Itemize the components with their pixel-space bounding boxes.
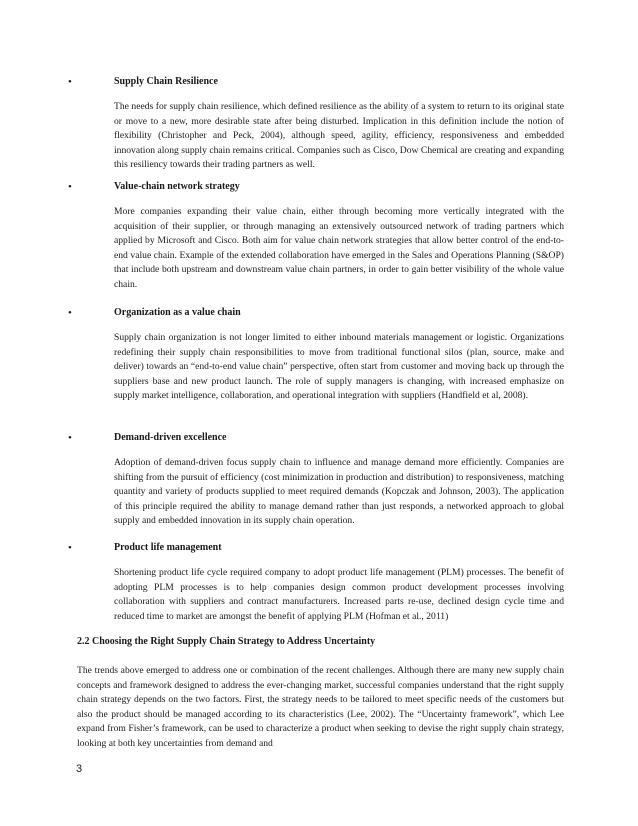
bullet-heading: Product life management (114, 542, 222, 553)
bullet-demand-driven-excellence (68, 431, 564, 527)
bullet-paragraph: Shortening product life cycle required company to adopt product life management (PLM) processes. The benefit of adopting PLM processes is to help companies design common product development processes involving collaboration with suppliers and contract manufacturers. Increased parts re-use, declined design cycle time and reduced time to market are amongst the benefit of applying PLM (Hofman et al., 2011) (114, 567, 564, 622)
bullet-heading: Supply Chain Resilience (114, 76, 218, 87)
bullet-marker: • (68, 542, 72, 554)
bullet-marker: • (68, 307, 72, 319)
bullet-value-chain-network-strategy (68, 180, 564, 290)
bullet-marker: • (68, 181, 72, 193)
bullet-paragraph: More companies expanding their value chain, either through becoming more vertically integrated with the acquisition of their supplier, or through managing an extensively outsourced network of trading partners which applied by Microsoft and Cisco. Both aim for value chain network strategies that allow better control of the end-to-end value chain. Example of the extended collaboration have emerged in the Sales and Operations Planning (S&OP) that include both upstream and downstream value chain partners, in order to gain better visibility of the whole value chain. (114, 206, 564, 290)
section-heading: 2.2 Choosing the Right Supply Chain Strategy to Address Uncertainty (77, 636, 376, 647)
bullet-heading: Organization as a value chain (114, 307, 241, 318)
bullet-paragraph: Supply chain organization is not longer limited to either inbound materials management or logistic. Organizations redefining their supply chain responsibilities to move from traditional functional silos (plan, source, make and deliver) towards an “end-to-end value chain” perspective, often start from customer and moving back up through the suppliers base and new product launch. The role of supply managers is changing, with increased emphasize on supply market intelligence, collaboration, and operational integration with suppliers (Handfield et al, 2008). (114, 332, 564, 402)
bullet-heading: Value-chain network strategy (114, 181, 240, 192)
bullet-paragraph: The needs for supply chain resilience, which defined resilience as the ability of a system to return to its original state or move to a new, more desirable state after being disturbed. Implication in this definition include the notion of flexibility (Christopher and Peck, 2004), although speed, agility, efficiency, responsiveness and embedded innovation along supply chain remains critical. Companies such as Cisco, Dow Chemical are creating and expanding this resiliency towards their trading partners as well. (114, 101, 564, 171)
bullet-organization-as-value-chain (68, 306, 564, 402)
bullet-supply-chain-resilience (68, 75, 564, 171)
section-paragraph: The trends above emerged to address one or combination of the recent challenges. Although there are many new supply chain concepts and framework designed to address the ever-changing market, successful companies understand that the right supply chain strategy depends on the two factors. First, the strategy needs to be tailored to meet specific needs of the customers but also the product should be managed according to its characteristics (Lee, 2002). The “Uncertainty framework”, which Lee expand from Fisher’s framework, can be used to characterize a product when seeking to devise the right supply chain strategy, looking at both key uncertainties from demand and (77, 665, 564, 749)
page-number: 3 (76, 763, 83, 775)
bullet-marker: • (68, 432, 72, 444)
bullet-product-life-management (68, 541, 564, 622)
bullet-heading: Demand-driven excellence (114, 432, 227, 443)
bullet-marker: • (68, 76, 72, 88)
bullet-paragraph: Adoption of demand-driven focus supply chain to influence and manage demand more efficiently. Companies are shifting from the pursuit of efficiency (cost minimization in production and distribution) to responsiveness, matching quantity and variety of products supplied to meet required demands (Kopczak and Johnson, 2003). The application of this principle required the ability to manage demand rather than just responds, a networked approach to global supply and embedded innovation in its supply chain operation. (114, 457, 564, 527)
